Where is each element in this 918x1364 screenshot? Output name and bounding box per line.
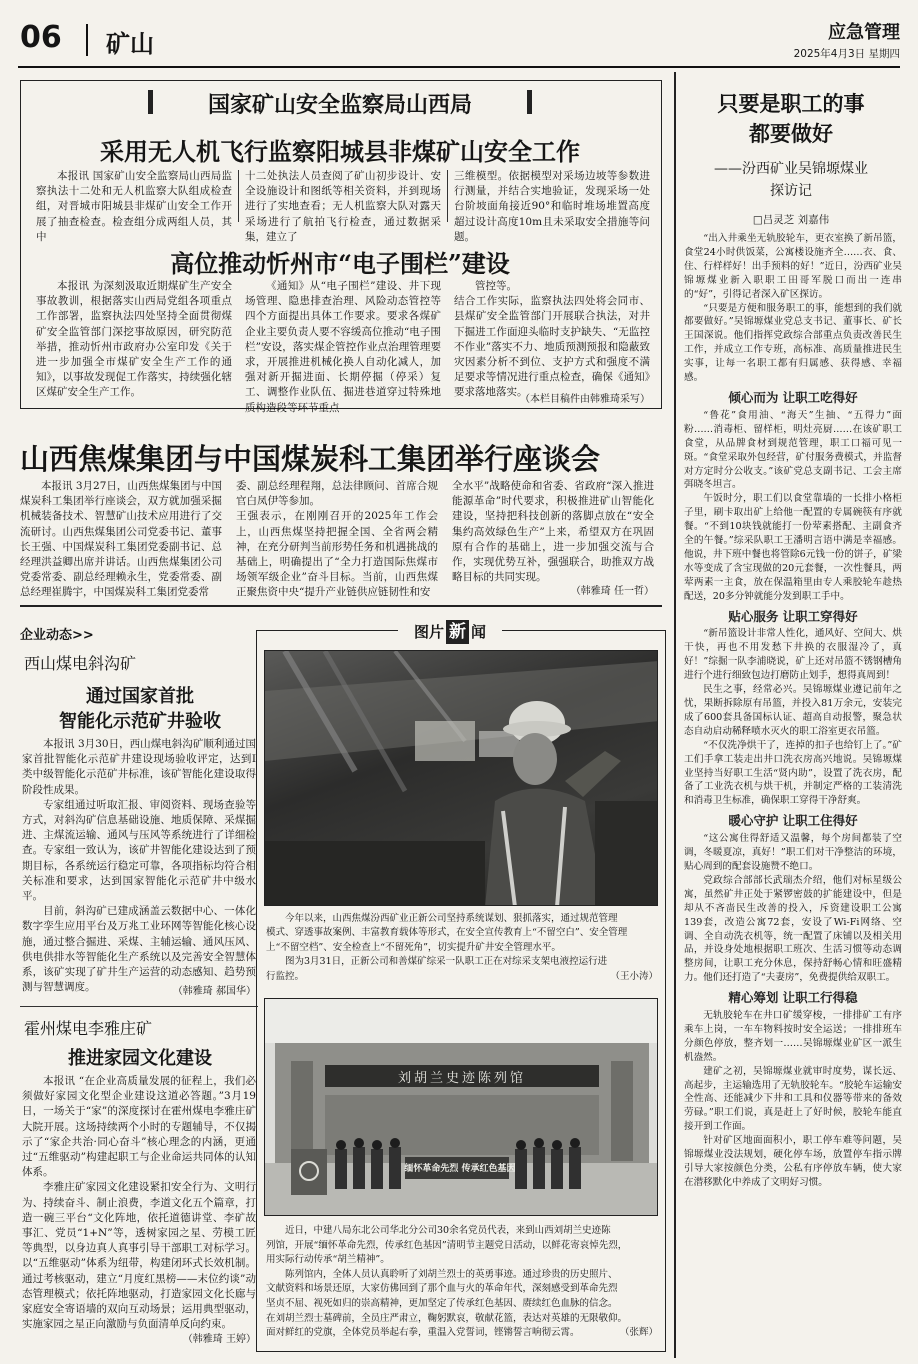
caption2-line: 在刘胡兰烈士墓碑前，全员庄严肃立，鞠躬默哀，敬献花篮，表达对英雄的无限敬仰。 (266, 1312, 628, 1324)
feature-subhead-live: 暖心守护 让职工住得好 (728, 813, 858, 829)
story2-credit: （韩雅琦 王婷） (182, 1334, 256, 1345)
article1-col3: 三维模型。依据模型对采场边坡等参数进行测量，并结合实地验证，发现采场一处台阶坡面角接近90°和临时堆场堆置高度超过设计高度10m且未采取安全措施等问题。 (454, 170, 650, 243)
feature-subhead-travel: 精心筹划 让职工行得稳 (728, 990, 858, 1006)
caption1-line: 上“不留空档”、安全检查上“不留死角”，切实提升矿井安全管理水平。 (266, 941, 561, 953)
banner-bar-left (148, 90, 153, 114)
article1-col2: 十二处执法人员查阅了矿山初步设计、安全设施设计和图纸等相关资料，并到现场进行了实地查看；无人机监察大队对露天采场进行了航拍飞行检查，通过数据采集，建立了 (245, 170, 441, 243)
article2-credit: （本栏目稿件由韩雅琦采写） (520, 394, 650, 405)
a1-col-rule (238, 170, 239, 222)
photo-memorial-art (265, 999, 658, 1216)
article3-col2: 委、副总经理程翔，总法律顾问、首席合规官白凤伊等参加。 王强表示，在刚刚召开的2025年工作会上，山西焦煤坚持把握全国、全省两会精神，在充分研判当前形势任务和机遇挑战的基础上，明确提出了“全力打造国际焦煤市场领军级企业”奋斗目标。当前，山西焦煤正聚焦资中央“提升产业链供应链韧性和安 (236, 480, 438, 599)
feature-subhead-eat: 倾心而为 让职工吃得好 (728, 389, 858, 405)
article3-credit: （韩雅琦 任一哲） (570, 586, 654, 597)
article2-title: 高位推动忻州市“电子围栏”建设 (170, 249, 510, 278)
story-divider (20, 1006, 258, 1007)
article2-col3: 管控等。 结合工作实际，监察执法四处将会同市、县煤矿安全监管部门开展联合执法，对井下掘进工作面迎头临时支护缺失、“无监控不作业”落实不力、地质预测预报和隐蔽致灾因素分析不到位、支护方式和强度不满足要求等情况进行重点检查，确保《通知》要求落地落实。 (454, 280, 650, 399)
section-name: 矿山 (106, 30, 154, 58)
story2-kicker: 霍州煤电李雅庄矿 (24, 1019, 153, 1038)
story2-headline: 推进家园文化建设 (68, 1048, 212, 1069)
caption1-line: 行监控。 （王小涛） (266, 970, 658, 984)
caption2-line: 面对鲜红的党旗，全体党员举起右拳，重温入党誓词，铿锵誓言响彻云霄。 （张辉） (266, 1326, 658, 1341)
bureau-banner (148, 86, 532, 118)
feature-sub-2: 探访记 (770, 183, 812, 199)
caption2-line: 用实际行动传承“胡兰精神”。 (266, 1254, 390, 1266)
photo-plaque-text: 刘胡兰史迹陈列馆 (397, 1071, 526, 1086)
header-rule (18, 66, 900, 68)
story1-credit: （韩雅琦 郝国华） (172, 986, 256, 997)
story1-headline-1: 通过国家首批 (86, 686, 194, 707)
right-column-rule (674, 72, 676, 1358)
paper-name: 应急管理 (828, 22, 900, 43)
article2-col1: 本报讯 为深刻汲取近期煤矿生产安全事故教训，根据落实山西局党组各项重点工作部署，监察执法四处坚持全面贯彻煤矿安全监管部门深挖事故原因，研究防范举措，推动忻州市政府办公室印发《关于进一步加强全市煤矿安全生产工作的通知》，以事故发现促工作落实，持续强化辖区煤矿安全生产工作。 (36, 280, 232, 399)
caption1-line: 模式、穿透事故案例、丰富教育载体等形式，在安全宣传教育上“不留空白”、安全管理 (266, 927, 628, 939)
caption1-line: 图为3月31日，正新公司和善煤矿综采一队职工正在对综采支架电液控运行进 (285, 956, 608, 968)
banner-title: 国家矿山安全监察局山西局 (207, 93, 472, 118)
picnews-label-b: 新 (446, 620, 469, 644)
feature-body: “出入井乘坐无轨胶轮车，更衣室换了新吊篮，食堂24小时供饭菜，公寓楼设施齐全……衣、食、住、行样样好！出手预料的好！”近日，汾西矿业吴锦塬煤业新入职职工田哥军脱口而出一连串的“好”，引得记者深入矿区探访。 “只要是方便和服务职工的事，能想到的我们就都要做好。”吴锦塬煤业党总支书记、董事长、矿长王国深说。他们指挥党政综合部重点负责改善民生工作，并成立工作专班，高标准、高质量推进民生实事，让每一名职工都有归属感、获得感、幸福感。 倾心而为 让职工吃得好 “鲁花”食用油、“海天”生抽、“五得力”面粉……消毒柜、留样柜，明灶亮厨……在该矿职工食堂，从品牌食材到规范管理，职工口福可见一斑。“食堂采取外包经营，矿付服务费模式，并监督对方定时分公收支。”该矿党总支副书记、工会主席弭晓冬坦言。 午饭时分，职工们以食堂靠墙的一长排小格柜子里，刷卡取出矿上给他一配置的专属碗筷有序就餐。“不到10块钱就能打一份荤素搭配、主副食齐全的午餐。”综采队职工王潘明言语中满是幸福感。他说，井下班中餐也将管除6元钱一份的饼子，矿梁水等变成了含宝现做的20元套餐，一次性餐具，两荤两素一主食，放在保温箱里由专人乘胶轮车趁热配送，20多分钟就能分发到职工手中。 贴心服务 让职工穿得好 “新吊篮设计非常人性化，通风好、空间大、烘干快，再也不用发愁下井换的衣服湿冷了，真好！”综掘一队李浦晓说，矿上还对吊篮不锈钢槽角进行个进行细致包边打磨防止划手，想得真周到！ 民生之事，经常必兴。吴锦塬煤业遵记前年之忧，果断拆除原有吊篮，并投入81万余元，安装完成了600套具备国标认证、超高自动报警，聚急状态自动启动稀释喷水灭火的职工浴室更衣吊篮。 “不仅洗净烘干了，连掉的扣子也给钉上了。”矿工们手拿工装走出井口洗衣房高兴地说。吴锦塬煤业坚持当好职工生活“贤内助”，设置了洗衣房，配备了工业洗衣机与烘干机，并制定严格的工装清洗和消毒卫生标准，确保职工穿得干净舒爽。 暖心守护 让职工住得好 “这公寓住得舒适又温馨，每个房间都装了空调，冬暖夏凉，真好！”职工们对干净整洁的环境，贴心周到的配套设施赞不绝口。 党政综合部部长武瑞杰介绍，他们对标星级公寓，虽然矿井正处于紧锣密鼓的扩能建设中，但是却从不吝啬民生改善的投入，斥资建设职工公寓139套，改造公寓72套，安设了Wi-Fi网络、空调、全自动洗衣机等，统一配置了床铺以及相关用品，并设身处地根据职工班次、生活习惯等动态调整房间，让职工充分休息，保持舒畅心情和旺盛精力。他们还打造了“夫妻房”，免费提供给双职工。 精心筹划 让职工行得稳 无轨胶轮车在井口矿缓穿梭，一排排矿工有序乘车上岗，一车车物料按时安全运送；一排排班车分颜色停放，整齐划一……吴锦塬煤业矿区一派生机盎然。 建矿之初，吴锦塬煤业就审时度势，谋长远、高起步，主运输选用了无轨胶轮车。“胶轮车运输安全性高、还能减少下井和工具和仪器等带来的备效劳碌。”职工们说，真是赶上了好时候，胶轮车能直接开到工作面。 针对矿区地面面积小，职工停车难等问题，吴锦塬煤业没法规划，硬化停车场，放置停车指示牌引导大家按颜色分类，公私有序停放车辆，使大家在潜移默化中养成了文明好习惯。 (684, 233, 902, 1188)
a1-col-rule (447, 170, 448, 222)
caption2 (266, 1224, 658, 1341)
story1-kicker: 西山煤电斜沟矿 (24, 654, 137, 673)
caption2-line: 文献资料和场景还原，大家仿佛回到了那个血与火的革命年代，深刻感受到革命先烈 (266, 1283, 618, 1295)
photo-banner-text: 缅怀革命先烈 传承红色基因 (404, 1164, 516, 1174)
article3-col3: 全水平”战略使命和省委、省政府“深入推进能源革命”时代要求，积极推进矿山智能化建设，坚持把科技创新的落脚点放在“安全集约高效绿色生产”上来，希望双方在巩固原有合作的基础上，进一步加强交流与合作，实现优势互补，强强联合，助推双方战略目标的共同实现。 (452, 480, 654, 584)
banner-bar-right (527, 90, 532, 114)
story1-body: 本报讯 3月30日，西山煤电斜沟矿顺利通过国家首批智能化示范矿井建设现场验收评定，达到Ⅰ类中级智能化示范矿井标准，该矿智能化建设取得阶段性成果。 专家组通过听取汇报、审阅资料、现场查验等方式，对斜沟矿信息基础设施、地质保障、采煤掘进、主煤流运输、通风与压风等系统进行了详细检查。专家组一致认为，该矿井智能化建设达到了预期目标，各系统运行稳定可靠，各项指标均符合相关标准和要求，达到国家智能化示范矿井中级水平。 目前，斜沟矿已建成涵盖云数据中心、一体化数字孪生应用平台及万兆工业环网等智能化核心设施，通过整合掘进、采煤、主辅运输、通风压风、供电供排水等智能化生产系统以及完善安全智慧体系，该矿实现了矿井生产运营的动态感知、趋势预测与智慧调度。 (22, 738, 256, 994)
feature-title-2: 都要做好 (749, 121, 833, 146)
caption2-line: 陈列馆内，全体人员认真聆听了刘胡兰烈士的英勇事迹。通过珍贵的历史照片、 (285, 1268, 618, 1280)
article1-title: 采用无人机飞行监察阳城县非煤矿山安全工作 (100, 137, 580, 166)
article3-title: 山西焦煤集团与中国煤炭科工集团举行座谈会 (20, 442, 601, 476)
feature-sub-1: ——汾西矿业吴锦塬煤业 (714, 161, 868, 177)
feature-title-1: 只要是职工的事 (717, 91, 865, 116)
picnews-label (398, 620, 502, 644)
caption2-line: 坚贞不屈、视死如归的崇高精神，更加坚定了传承红色基因、赓续红色血脉的信念。 (266, 1297, 618, 1309)
article2-col2: 《通知》从“电子围栏”建设、井下现场管理、隐患排查治理、风险动态管控等四个方面提出具体工作要求。要求各煤矿企业主要负责人要不容缓高位推动“电子围栏”安设，落实煤企管控作业点治理管理要求，开展推进机械化换人自动化减人，加强对新开掘进面、长期停掘（停采）复工、调整作业队伍、掘进巷道穿过特殊地质构造段等环节重点 (245, 280, 441, 414)
enterprise-heading: 企业动态>> (20, 628, 94, 643)
picnews-label-a: 图片 (413, 623, 444, 641)
photo-miner (264, 650, 658, 906)
caption2-line: 列馆，开展“缅怀革命先烈，传承红色基因”清明节主题党日活动，以鲜花寄哀悼先烈， (266, 1239, 628, 1251)
feature-subhead-wear: 贴心服务 让职工穿得好 (728, 608, 858, 624)
photo-miner-art (265, 651, 658, 906)
caption1 (266, 912, 658, 984)
caption2-line: 近日，中建八局东北公司华北分公司30余名党员代表，来到山西刘胡兰史迹陈 (285, 1225, 611, 1236)
article1-col1: 本报讯 国家矿山安全监察局山西局监察执法十二处和无人机监察大队组成检查组，对晋城市阳城县非煤矿山安全工作开展了抽查检查。检查组分成两组人员，其中 (36, 170, 232, 243)
page-number: 06 (20, 20, 62, 55)
header-divider (86, 24, 88, 56)
caption1-line: 今年以来，山西焦煤汾西矿业正新公司坚持系统谋划、狠抓落实，通过规范管理 (285, 913, 618, 924)
photo-memorial (264, 998, 658, 1216)
issue-date: 2025年4月3日 星期四 (793, 48, 900, 60)
story1-headline-2: 智能化示范矿井验收 (59, 711, 221, 732)
story2-body: 本报讯 “在企业高质量发展的征程上，我们必须做好家园文化型企业建设这道必答题。”3月19日，一场关于“家”的深度探讨在霍州煤电李雅庄矿大院开展。这场持续两个小时的专题辅导，不仅揭示了“家企共治·同心奋斗”核心理念的内涵，更通过“五维驱动”构建起职工与企业命运共同体的认知体系。 李雅庄矿家园文化建设紧扣安全行为、文明行为、持续奋斗、制止浪费，李道文化五个篇章，打造一碗三平台“文化阵地，依托道德讲堂、李矿故事汇、党员“1+N”等，透树家园之星、劳模工匠等典型，以身边真人真事引导干部职工对标学习。以“五维驱动”体系为纽带，构建闭环式长效机制。通过考核驱动，建立“月度红黑榜——末位约谈”动态管理模式；依托阵地驱动，打造家园文化长廊与家庭安全寄语墙的双向互动场景；运用典型驱动，实施家园之星正向激励与负面清单反向约束。 (22, 1075, 256, 1331)
article3-bottom-rule (20, 605, 662, 607)
article3-col1: 本报讯 3月27日，山西焦煤集团与中国煤炭科工集团举行座谈会，双方就加强采掘机械装备技术、智慧矿山技术应用进行了交流研讨。山西焦煤集团公司党委书记、董事长王强、中国煤炭科工集团党委副书记、总经理洪益卿出席并讲话。山西焦煤集团公司党委常委、副总经理赖永生，党委常委、副总经理崔腾宇，中国煤炭科工集团党委常 (20, 480, 222, 599)
caption1-credit: （王小涛） (610, 970, 658, 982)
picnews-label-c: 闻 (471, 623, 487, 641)
caption2-credit: （张辉） (619, 1327, 658, 1339)
page-header (0, 0, 918, 70)
feature-byline: □吕灵芝 刘嘉伟 (752, 214, 830, 226)
